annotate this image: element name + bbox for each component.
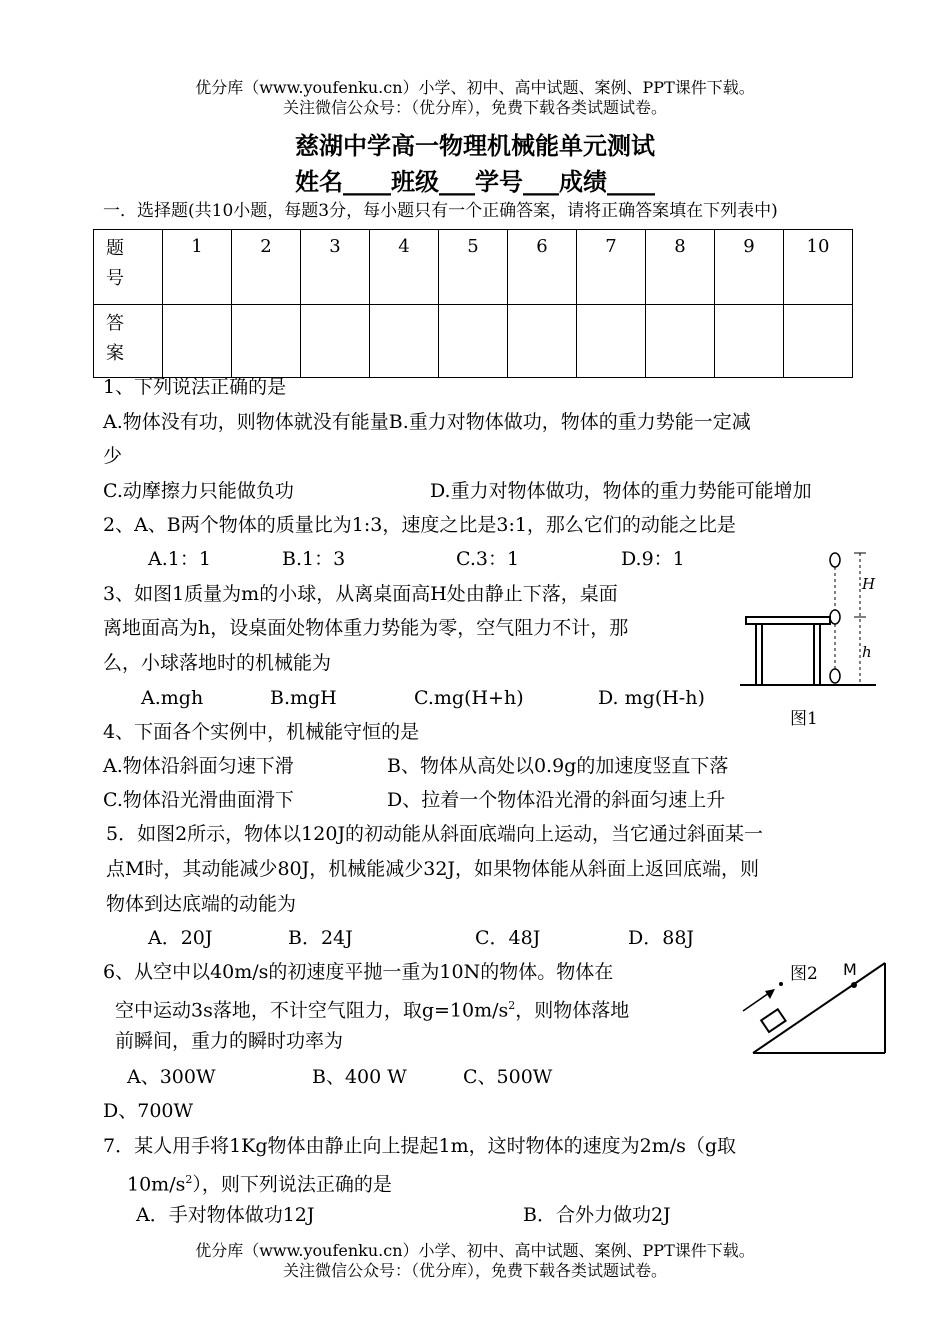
- footer-line-2: 关注微信公众号：（优分库），免费下载各类试题试卷。: [282, 1261, 667, 1280]
- footer-line-1: 优分库（www.youfenku.cn）小学、初中、高中试题、案例、PPT课件下载。: [195, 1241, 755, 1260]
- q3-line-3: 么，小球落地时的机械能为: [103, 652, 332, 674]
- figure-1-label-h: h: [862, 643, 872, 661]
- q2-option-d: D.9：1: [621, 548, 685, 570]
- q4-option-b: B、物体从高处以0.9g的加速度竖直下落: [387, 755, 729, 777]
- section-heading: 一．选择题(共10小题，每题3分，每小题只有一个正确答案，请将正确答案填在下列表中): [103, 201, 778, 221]
- q6-option-c: C、500W: [463, 1066, 553, 1088]
- question-number-cell: 6: [508, 230, 577, 305]
- q2-option-c: C.3：1: [456, 548, 520, 570]
- question-number-cell: 5: [439, 230, 508, 305]
- q1-stem: 1、下列说法正确的是: [103, 376, 287, 398]
- q5-line-3: 物体到达底端的动能为: [106, 893, 297, 915]
- row-label-answer: 答 案: [94, 305, 163, 378]
- q1-options-ab: A.物体没有功，则物体就没有能量B.重力对物体做功，物体的重力势能一定减: [103, 411, 751, 433]
- q5-line-1: 5．如图2所示，物体以120J的初动能从斜面底端向上运动，当它通过斜面某一: [106, 823, 764, 845]
- header-line-2: 关注微信公众号：（优分库），免费下载各类试题试卷。: [282, 98, 667, 117]
- q4-option-c: C.物体沿光滑曲面滑下: [103, 789, 294, 811]
- q5-option-a: A．20J: [148, 927, 213, 949]
- q5-option-c: C．48J: [475, 927, 541, 949]
- figure-1-caption: 图1: [790, 709, 818, 729]
- q5-option-d: D．88J: [628, 927, 695, 949]
- q3-option-b: B.mgH: [270, 687, 337, 709]
- answer-cell[interactable]: [439, 305, 508, 378]
- answer-cell[interactable]: [370, 305, 439, 378]
- answer-cell[interactable]: [577, 305, 646, 378]
- question-number-cell: 10: [784, 230, 853, 305]
- q2-option-a: A.1：1: [148, 548, 211, 570]
- q3-option-c: C.mg(H+h): [414, 687, 524, 709]
- answer-cell[interactable]: [784, 305, 853, 378]
- question-number-cell: 3: [301, 230, 370, 305]
- answer-cell[interactable]: [163, 305, 232, 378]
- answer-cell[interactable]: [646, 305, 715, 378]
- q2-stem: 2、A、B两个物体的质量比为1:3，速度之比是3:1，那么它们的动能之比是: [103, 514, 736, 536]
- question-number-cell: 8: [646, 230, 715, 305]
- figure-2-caption: 图2: [790, 964, 818, 984]
- q7-option-a: A．手对物体做功12J: [136, 1204, 315, 1226]
- q3-option-a: A.mgh: [141, 687, 204, 709]
- q6-option-b: B、400 W: [312, 1066, 407, 1088]
- q6-option-d: D、700W: [103, 1100, 194, 1122]
- answer-cell[interactable]: [232, 305, 301, 378]
- q1-options-ab-cont: 少: [103, 445, 123, 467]
- figure-2-label-M: M: [843, 960, 857, 979]
- q6-line-3: 前瞬间，重力的瞬时功率为: [115, 1030, 344, 1052]
- figure-1-table-ball-diagram: [738, 545, 878, 695]
- answer-table: [93, 229, 853, 378]
- q7-option-b: B．合外力做功2J: [523, 1204, 671, 1226]
- q3-line-1: 3、如图1质量为m的小球，从离桌面高H处由静止下落，桌面: [103, 583, 618, 605]
- figure-2-incline-diagram: [735, 955, 895, 1060]
- row-label-number: 题 号: [94, 230, 163, 305]
- question-number-cell: 2: [232, 230, 301, 305]
- q5-option-b: B．24J: [288, 927, 353, 949]
- q7-line-1: 7．某人用手将1Kg物体由静止向上提起1m，这时物体的速度为2m/s（g取: [103, 1135, 737, 1157]
- q2-option-b: B.1：3: [282, 548, 346, 570]
- q6-line-1: 6、从空中以40m/s的初速度平抛一重为10N的物体。物体在: [103, 961, 614, 983]
- student-info-line: 姓名____班级___学号___成绩____: [295, 167, 655, 196]
- header-line-1: 优分库（www.youfenku.cn）小学、初中、高中试题、案例、PPT课件下载。: [195, 78, 755, 97]
- question-number-cell: 4: [370, 230, 439, 305]
- table-row-answers: [94, 305, 853, 378]
- answer-cell[interactable]: [715, 305, 784, 378]
- answer-cell[interactable]: [301, 305, 370, 378]
- question-number-cell: 7: [577, 230, 646, 305]
- q6-option-a: A、300W: [127, 1066, 216, 1088]
- q3-option-d: D. mg(H-h): [598, 687, 705, 709]
- question-number-cell: 1: [163, 230, 232, 305]
- question-number-cell: 9: [715, 230, 784, 305]
- q4-option-d: D、拉着一个物体沿光滑的斜面匀速上升: [387, 789, 726, 811]
- q5-line-2: 点M时，其动能减少80J，机械能减少32J，如果物体能从斜面上返回底端，则: [106, 858, 760, 880]
- q6-line-2: 空中运动3s落地，不计空气阻力，取$g=10m/s^2$，则物体落地: [115, 999, 630, 1022]
- q1-option-c: C.动摩擦力只能做负功: [103, 480, 294, 502]
- page-title: 慈湖中学高一物理机械能单元测试: [295, 131, 655, 160]
- q4-option-a: A.物体沿斜面匀速下滑: [103, 755, 294, 777]
- q4-stem: 4、下面各个实例中，机械能守恒的是: [103, 721, 420, 743]
- q3-line-2: 离地面高为h，设桌面处物体重力势能为零，空气阻力不计，那: [103, 617, 629, 639]
- q1-option-d: D.重力对物体做功，物体的重力势能可能增加: [430, 480, 812, 502]
- q7-line-2: $10m/s^2$），则下列说法正确的是: [127, 1173, 392, 1196]
- answer-cell[interactable]: [508, 305, 577, 378]
- figure-1-label-H: H: [862, 575, 876, 593]
- table-row-numbers: [94, 230, 853, 305]
